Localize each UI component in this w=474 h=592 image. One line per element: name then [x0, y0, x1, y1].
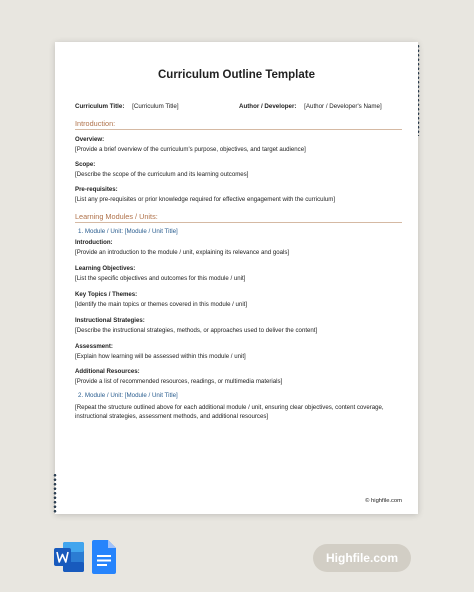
module-2-title: 2. Module / Unit: [Module / Unit Title]	[78, 392, 178, 399]
document-page	[55, 42, 418, 514]
module-1-title: 1. Module / Unit: [Module / Unit Title]	[78, 228, 178, 235]
module-intro-text: [Provide an introduction to the module / unit, explaining its relevance and goals]	[75, 249, 290, 256]
strategies-label: Instructional Strategies:	[75, 317, 145, 324]
strategies-text: [Describe the instructional strategies, methods, or approaches used to deliver the content]	[75, 327, 318, 334]
overview-label: Overview:	[75, 136, 105, 143]
curriculum-title-row	[75, 103, 179, 110]
scope-label: Scope:	[75, 161, 96, 168]
curriculum-title-value: [Curriculum Title]	[132, 103, 179, 110]
objectives-text: [List the specific objectives and outcomes for this module / unit]	[75, 275, 246, 282]
author-row	[239, 103, 382, 110]
section-divider	[75, 129, 402, 130]
binding-dots-left	[53, 473, 57, 513]
objectives-label: Learning Objectives:	[75, 265, 136, 272]
author-value: [Author / Developer's Name]	[304, 103, 382, 110]
introduction-heading: Introduction:	[75, 119, 116, 128]
prereq-text: [List any pre-requisites or prior knowledge required for effective engagement with the curriculum]	[75, 196, 336, 203]
brand-badge[interactable]: Highfile.com	[313, 544, 411, 572]
module-2-text: [Repeat the structure outlined above for each additional module / unit, ensuring clear objectives, content coverage, instructional strategies, assessment methods, and additional resources]	[75, 404, 384, 420]
overview-text: [Provide a brief overview of the curriculum's purpose, objectives, and target audience]	[75, 146, 306, 153]
author-label: Author / Developer:	[239, 103, 297, 110]
google-docs-icon[interactable]	[92, 540, 116, 574]
resources-label: Additional Resources:	[75, 368, 140, 375]
document-title: Curriculum Outline Template	[158, 69, 315, 81]
resources-text: [Provide a list of recommended resources, readings, or multimedia materials]	[75, 378, 283, 385]
topics-label: Key Topics / Themes:	[75, 291, 138, 298]
word-icon[interactable]	[54, 540, 84, 574]
curriculum-title-label: Curriculum Title:	[75, 103, 125, 110]
modules-heading: Learning Modules / Units:	[75, 212, 158, 221]
section-divider	[75, 222, 402, 223]
scope-text: [Describe the scope of the curriculum and its learning outcomes]	[75, 171, 249, 178]
assessment-text: [Explain how learning will be assessed within this module / unit]	[75, 353, 246, 360]
prereq-label: Pre-requisites:	[75, 186, 118, 193]
copyright-footer: © highfile.com	[365, 498, 402, 504]
module-intro-label: Introduction:	[75, 239, 113, 246]
assessment-label: Assessment:	[75, 343, 113, 350]
topics-text: [Identify the main topics or themes covered in this module / unit]	[75, 301, 248, 308]
